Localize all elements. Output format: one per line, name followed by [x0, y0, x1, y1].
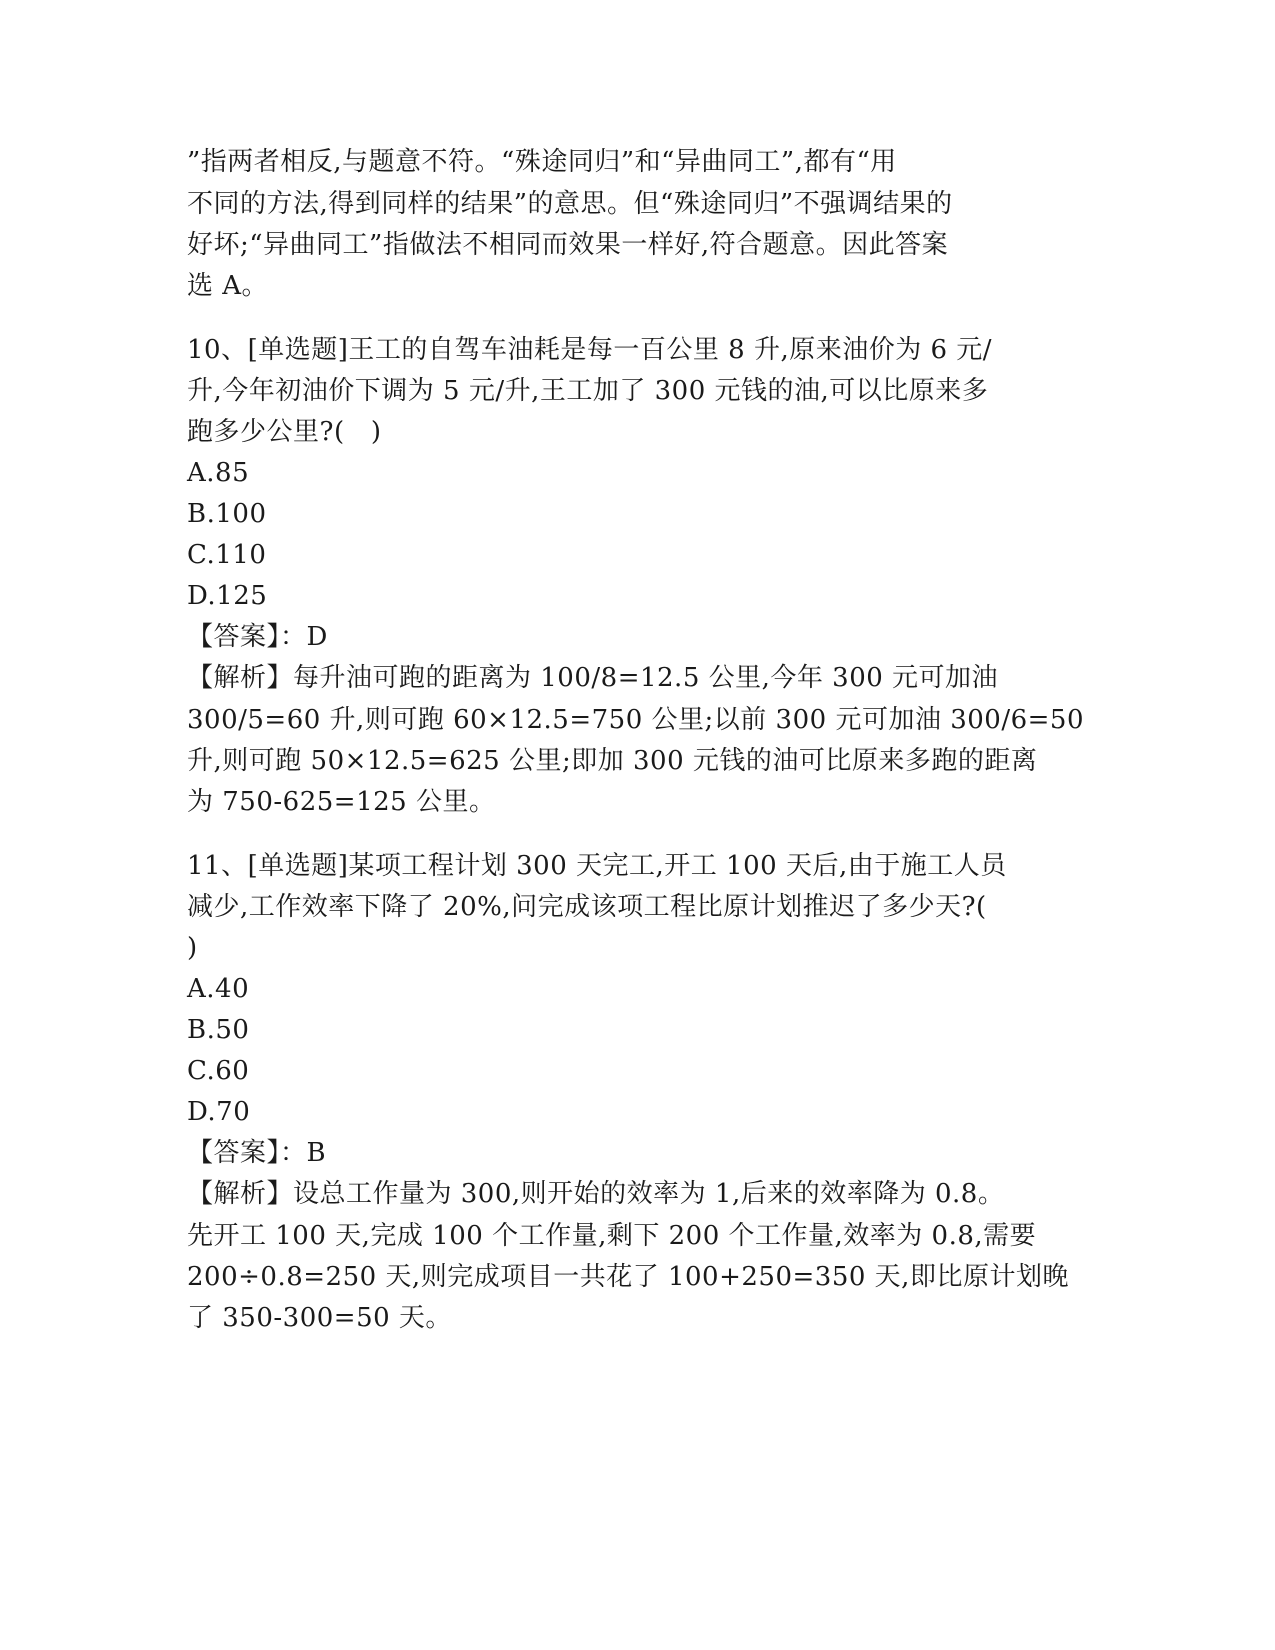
- analysis-line: 200÷0.8=250 天,则完成项目一共花了 100+250=350 天,即比原计划晚: [187, 1262, 1069, 1292]
- option-b: B.100: [187, 499, 267, 529]
- analysis-line: ”指两者相反,与题意不符。“殊途同归”和“异曲同工”,都有“用: [187, 147, 897, 177]
- option-d: D.125: [187, 581, 268, 611]
- analysis-line: 300/5=60 升,则可跑 60×12.5=750 公里;以前 300 元可加油 300/6=50: [187, 705, 1085, 735]
- analysis-line: 为 750-625=125 公里。: [187, 787, 496, 817]
- answer-line: 【答案】：D: [187, 622, 328, 652]
- option-b: B.50: [187, 1015, 250, 1045]
- analysis-line: 【解析】设总工作量为 300,则开始的效率为 1,后来的效率降为 0.8。: [187, 1179, 1005, 1209]
- option-a: A.40: [187, 974, 250, 1004]
- analysis-line: 选 A。: [187, 271, 269, 301]
- answer-line: 【答案】：B: [187, 1138, 327, 1168]
- option-d: D.70: [187, 1097, 251, 1127]
- analysis-line: 不同的方法,得到同样的结果”的意思。但“殊途同归”不强调结果的: [187, 189, 953, 219]
- question-stem-line: 11、[单选题]某项工程计划 300 天完工,开工 100 天后,由于施工人员: [187, 851, 1007, 881]
- analysis-line: 【解析】每升油可跑的距离为 100/8=12.5 公里,今年 300 元可加油: [187, 663, 999, 693]
- question-stem-line: 跑多少公里?( ): [187, 417, 382, 447]
- question-stem-line: ): [187, 933, 198, 963]
- option-c: C.110: [187, 540, 267, 570]
- option-c: C.60: [187, 1056, 250, 1086]
- analysis-line: 升,则可跑 50×12.5=625 公里;即加 300 元钱的油可比原来多跑的距离: [187, 746, 1038, 776]
- question-stem-line: 升,今年初油价下调为 5 元/升,王工加了 300 元钱的油,可以比原来多: [187, 376, 989, 406]
- analysis-line: 好坏;“异曲同工”指做法不相同而效果一样好,符合题意。因此答案: [187, 230, 949, 260]
- question-stem-line: 10、[单选题]王工的自驾车油耗是每一百公里 8 升,原来油价为 6 元/: [187, 335, 993, 365]
- question-stem-line: 减少,工作效率下降了 20%,问完成该项工程比原计划推迟了多少天?(: [187, 892, 987, 922]
- analysis-line: 了 350-300=50 天。: [187, 1303, 452, 1333]
- option-a: A.85: [187, 458, 250, 488]
- analysis-line: 先开工 100 天,完成 100 个工作量,剩下 200 个工作量,效率为 0.8,需要: [187, 1221, 1037, 1251]
